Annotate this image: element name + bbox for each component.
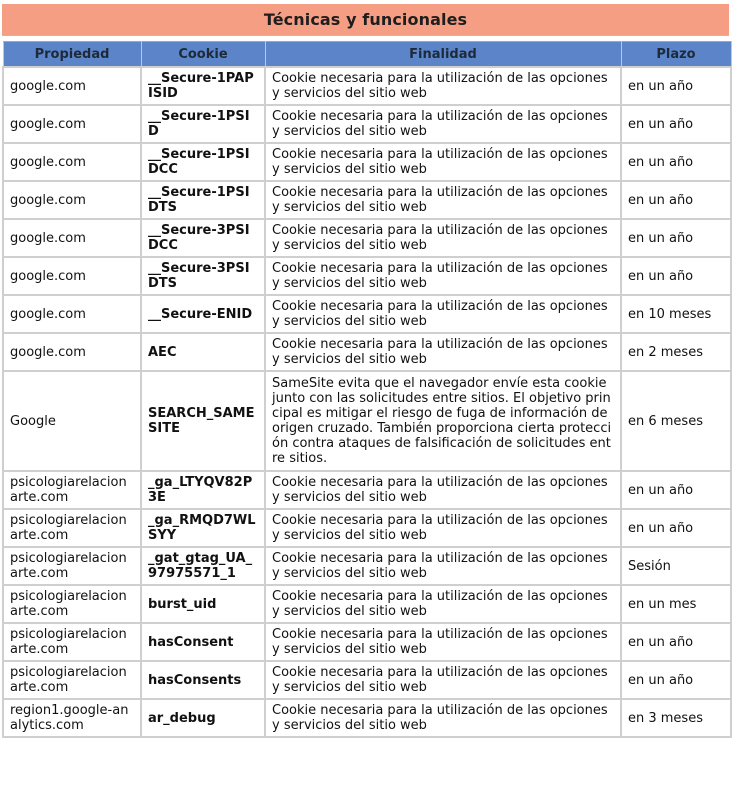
section-banner	[2, 4, 729, 36]
table-row	[3, 295, 731, 333]
cell-cookie: __Secure-1PSIDTS	[141, 181, 265, 219]
cell-propiedad: google.com	[3, 143, 141, 181]
cell-propiedad: google.com	[3, 105, 141, 143]
cell-propiedad: google.com	[3, 257, 141, 295]
cell-finalidad: Cookie necesaria para la utilización de las opciones y servicios del sitio web	[265, 257, 621, 295]
cell-plazo: en un año	[621, 257, 731, 295]
cell-finalidad: Cookie necesaria para la utilización de las opciones y servicios del sitio web	[265, 219, 621, 257]
column-header-plazo: Plazo	[621, 42, 731, 68]
table-row	[3, 471, 731, 509]
cookies-table	[2, 41, 732, 738]
table-row	[3, 623, 731, 661]
table-row	[3, 371, 731, 471]
cell-plazo: en 10 meses	[621, 295, 731, 333]
cell-cookie: hasConsents	[141, 661, 265, 699]
cell-finalidad: SameSite evita que el navegador envíe esta cookie junto con las solicitudes entre sitios. El objetivo principal es mitigar el riesgo de fuga de información de origen cruzado. También proporciona cierta protección contra ataques de falsificación de solicitudes entre sitios.	[265, 371, 621, 471]
table-row	[3, 257, 731, 295]
table-row	[3, 661, 731, 699]
cell-finalidad: Cookie necesaria para la utilización de las opciones y servicios del sitio web	[265, 295, 621, 333]
column-header-cookie: Cookie	[141, 42, 265, 68]
cell-cookie: SEARCH_SAMESITE	[141, 371, 265, 471]
cell-plazo: en un año	[621, 143, 731, 181]
cell-propiedad: google.com	[3, 67, 141, 105]
cell-propiedad: psicologiarelacionarte.com	[3, 623, 141, 661]
cell-plazo: en un año	[621, 623, 731, 661]
cell-finalidad: Cookie necesaria para la utilización de las opciones y servicios del sitio web	[265, 181, 621, 219]
table-row	[3, 219, 731, 257]
cell-plazo: Sesión	[621, 547, 731, 585]
cell-propiedad: google.com	[3, 295, 141, 333]
table-row	[3, 67, 731, 105]
cell-propiedad: psicologiarelacionarte.com	[3, 509, 141, 547]
cell-plazo: en un año	[621, 471, 731, 509]
cell-propiedad: google.com	[3, 333, 141, 371]
table-row	[3, 509, 731, 547]
cell-propiedad: google.com	[3, 219, 141, 257]
cell-cookie: burst_uid	[141, 585, 265, 623]
cell-cookie: hasConsent	[141, 623, 265, 661]
cell-propiedad: psicologiarelacionarte.com	[3, 585, 141, 623]
table-row	[3, 333, 731, 371]
cell-plazo: en un año	[621, 219, 731, 257]
cell-finalidad: Cookie necesaria para la utilización de las opciones y servicios del sitio web	[265, 509, 621, 547]
cell-finalidad: Cookie necesaria para la utilización de las opciones y servicios del sitio web	[265, 661, 621, 699]
cell-cookie: ar_debug	[141, 699, 265, 737]
cell-cookie: __Secure-3PSIDTS	[141, 257, 265, 295]
cell-propiedad: psicologiarelacionarte.com	[3, 547, 141, 585]
cell-finalidad: Cookie necesaria para la utilización de las opciones y servicios del sitio web	[265, 67, 621, 105]
cell-finalidad: Cookie necesaria para la utilización de las opciones y servicios del sitio web	[265, 333, 621, 371]
cell-finalidad: Cookie necesaria para la utilización de las opciones y servicios del sitio web	[265, 547, 621, 585]
cell-plazo: en 6 meses	[621, 371, 731, 471]
cell-plazo: en un año	[621, 105, 731, 143]
cell-cookie: __Secure-3PSIDCC	[141, 219, 265, 257]
cell-plazo: en un año	[621, 661, 731, 699]
cell-cookie: _ga_RMQD7WLSYY	[141, 509, 265, 547]
table-row	[3, 547, 731, 585]
cell-finalidad: Cookie necesaria para la utilización de las opciones y servicios del sitio web	[265, 471, 621, 509]
cell-propiedad: psicologiarelacionarte.com	[3, 661, 141, 699]
cell-finalidad: Cookie necesaria para la utilización de las opciones y servicios del sitio web	[265, 623, 621, 661]
table-header-row	[3, 42, 731, 68]
cell-cookie: _gat_gtag_UA_97975571_1	[141, 547, 265, 585]
table-row	[3, 699, 731, 737]
cell-propiedad: psicologiarelacionarte.com	[3, 471, 141, 509]
column-header-propiedad: Propiedad	[3, 42, 141, 68]
cell-finalidad: Cookie necesaria para la utilización de las opciones y servicios del sitio web	[265, 585, 621, 623]
cell-propiedad: region1.google-analytics.com	[3, 699, 141, 737]
cell-cookie: _ga_LTYQV82P3E	[141, 471, 265, 509]
cell-cookie: __Secure-1PSID	[141, 105, 265, 143]
cell-plazo: en un año	[621, 67, 731, 105]
cell-finalidad: Cookie necesaria para la utilización de las opciones y servicios del sitio web	[265, 143, 621, 181]
cell-plazo: en 2 meses	[621, 333, 731, 371]
cell-plazo: en un mes	[621, 585, 731, 623]
cell-finalidad: Cookie necesaria para la utilización de las opciones y servicios del sitio web	[265, 105, 621, 143]
column-header-finalidad: Finalidad	[265, 42, 621, 68]
cell-plazo: en un año	[621, 181, 731, 219]
cell-cookie: AEC	[141, 333, 265, 371]
cell-cookie: __Secure-1PSIDCC	[141, 143, 265, 181]
table-row	[3, 143, 731, 181]
cell-cookie: __Secure-ENID	[141, 295, 265, 333]
cell-propiedad: google.com	[3, 181, 141, 219]
cell-finalidad: Cookie necesaria para la utilización de las opciones y servicios del sitio web	[265, 699, 621, 737]
table-row	[3, 181, 731, 219]
section-title: Técnicas y funcionales	[263, 10, 468, 29]
table-row	[3, 585, 731, 623]
table-row	[3, 105, 731, 143]
cell-plazo: en 3 meses	[621, 699, 731, 737]
cell-propiedad: Google	[3, 371, 141, 471]
cell-plazo: en un año	[621, 509, 731, 547]
cell-cookie: __Secure-1PAPISID	[141, 67, 265, 105]
